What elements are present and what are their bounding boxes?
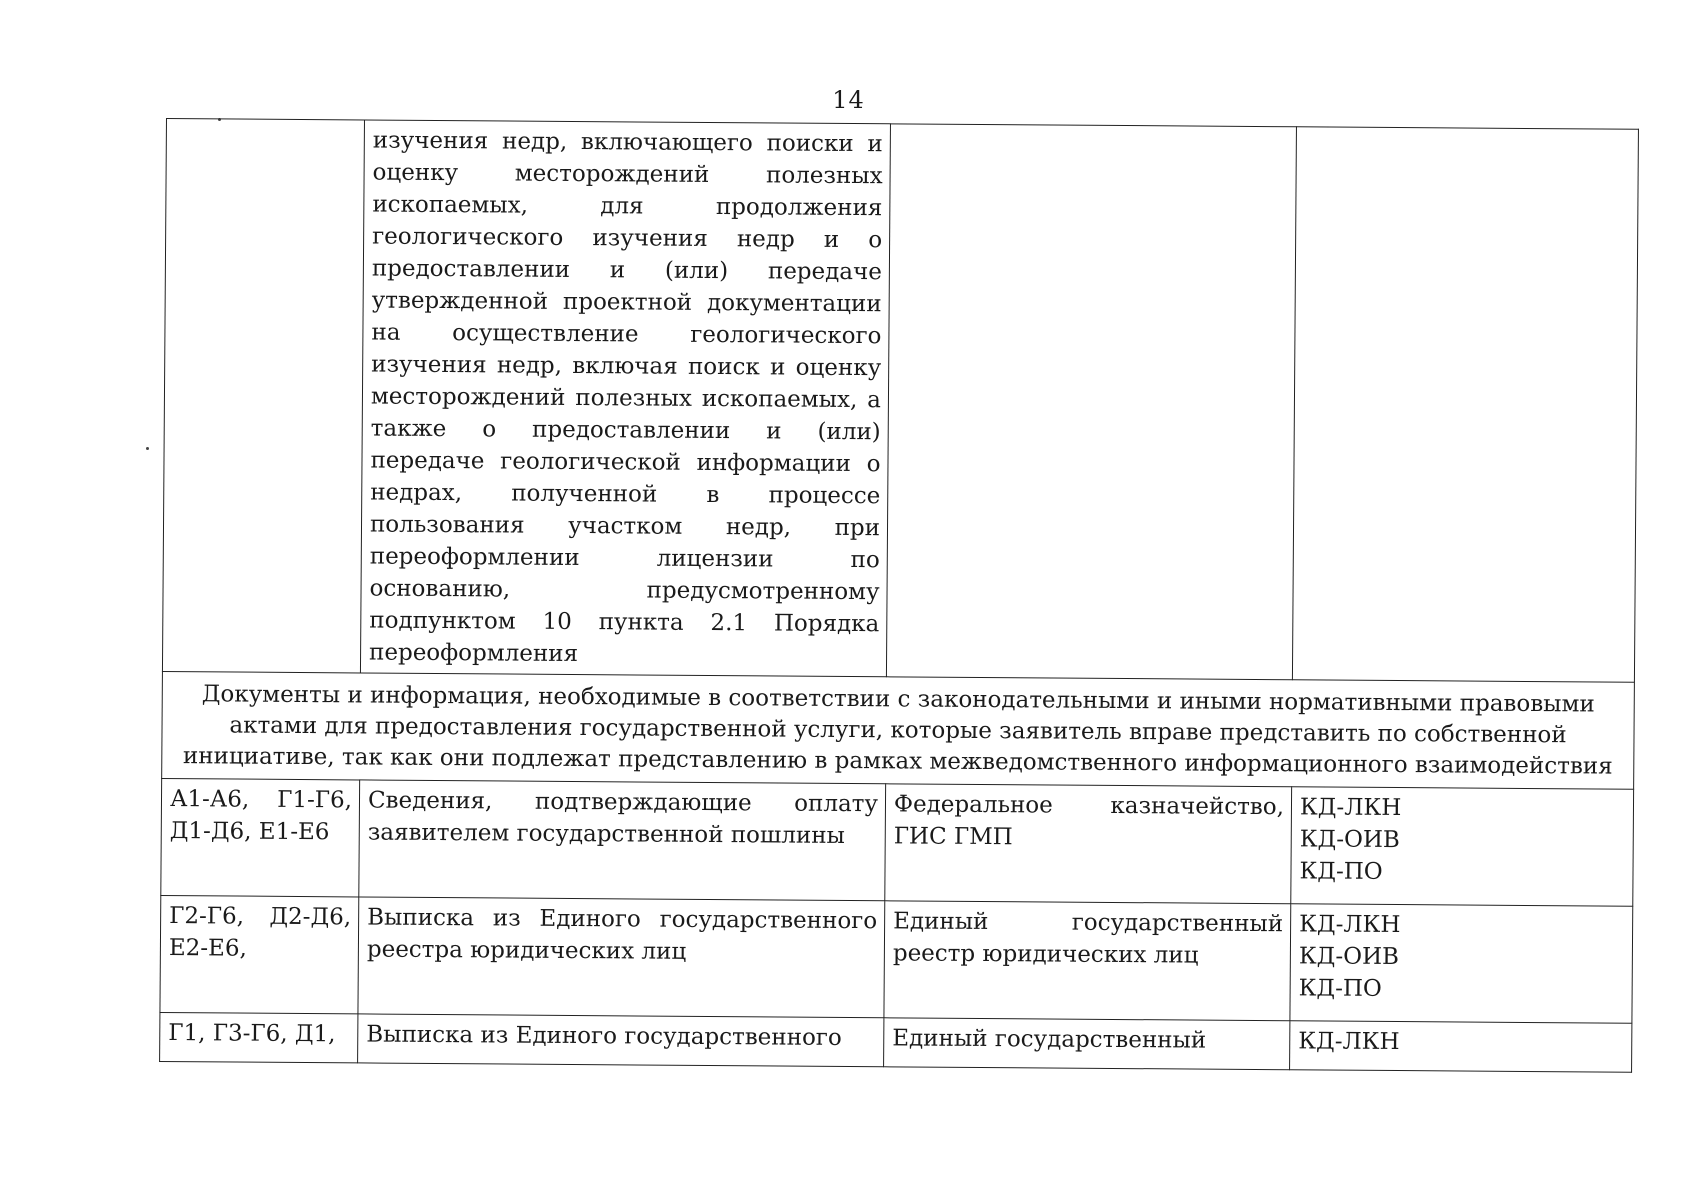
table-row bbox=[160, 1012, 1632, 1072]
document-cell: Выписка из Единого государственного bbox=[358, 1014, 884, 1067]
codes-cell: Г1, Г3-Г6, Д1, bbox=[160, 1012, 358, 1062]
section-heading-row bbox=[162, 671, 1635, 789]
page-number: 14 bbox=[832, 86, 865, 114]
section-heading: Документы и информация, необходимые в соответствии с законодательными и иными нормативными правовыми актами для предоставления государственной услуги, которые заявитель вправе представить по собственной инициативе, так как они подлежат представлению в рамках межведомственного информационного взаимодействия bbox=[162, 671, 1635, 789]
kd-code: КД-ПО bbox=[1298, 975, 1382, 1002]
source-cell: Единый государственный bbox=[884, 1018, 1290, 1070]
document-sheet bbox=[159, 118, 1638, 1073]
source-cell bbox=[886, 124, 1296, 680]
source-cell: Единый государственный реестр юридических лиц bbox=[884, 901, 1291, 1021]
kd-code: КД-ПО bbox=[1299, 858, 1383, 885]
kd-cell bbox=[1290, 904, 1633, 1024]
scan-speck bbox=[146, 447, 149, 450]
kd-code: КД-ЛКН bbox=[1299, 794, 1402, 822]
table-row bbox=[161, 778, 1634, 906]
kd-code: КД-ОИВ bbox=[1298, 943, 1400, 971]
kd-code: КД-ЛКН bbox=[1299, 911, 1401, 939]
table-row-continuation bbox=[162, 119, 1638, 683]
document-cell: Выписка из Единого государственного реестра юридических лиц bbox=[358, 897, 885, 1018]
kd-code: КД-ОИВ bbox=[1299, 826, 1400, 854]
document-cell: изучения недр, включающего поиски и оценку месторождений полезных ископаемых, для продолжения геологического изучения недр и о предоставлении и (или) передаче утвержденной проектной документации на осуществление геологического изучения недр, включая поиск и оценку месторождений полезных ископаемых, а также о предоставлении и (или) передаче геологической информации о недрах, полученной в процессе пользования участком недр, при переоформлении лицензии по основанию, предусмотренному подпунктом 10 пункта 2.1 Порядка переоформления bbox=[360, 120, 890, 677]
kd-cell bbox=[1292, 127, 1638, 682]
codes-cell bbox=[162, 119, 364, 673]
kd-cell bbox=[1291, 787, 1634, 907]
codes-cell: А1-А6, Г1-Г6, Д1-Д6, Е1-Е6 bbox=[161, 778, 360, 896]
source-cell: Федеральное казначейство, ГИС ГМП bbox=[885, 784, 1292, 904]
kd-code: КД-ЛКН bbox=[1298, 1028, 1400, 1056]
documents-table bbox=[159, 118, 1639, 1073]
document-cell: Сведения, подтверждающие оплату заявителем государственной пошлины bbox=[359, 780, 886, 901]
table-row bbox=[160, 895, 1633, 1023]
kd-cell bbox=[1290, 1021, 1632, 1073]
codes-cell: Г2-Г6, Д2-Д6, Е2-Е6, bbox=[160, 895, 359, 1013]
